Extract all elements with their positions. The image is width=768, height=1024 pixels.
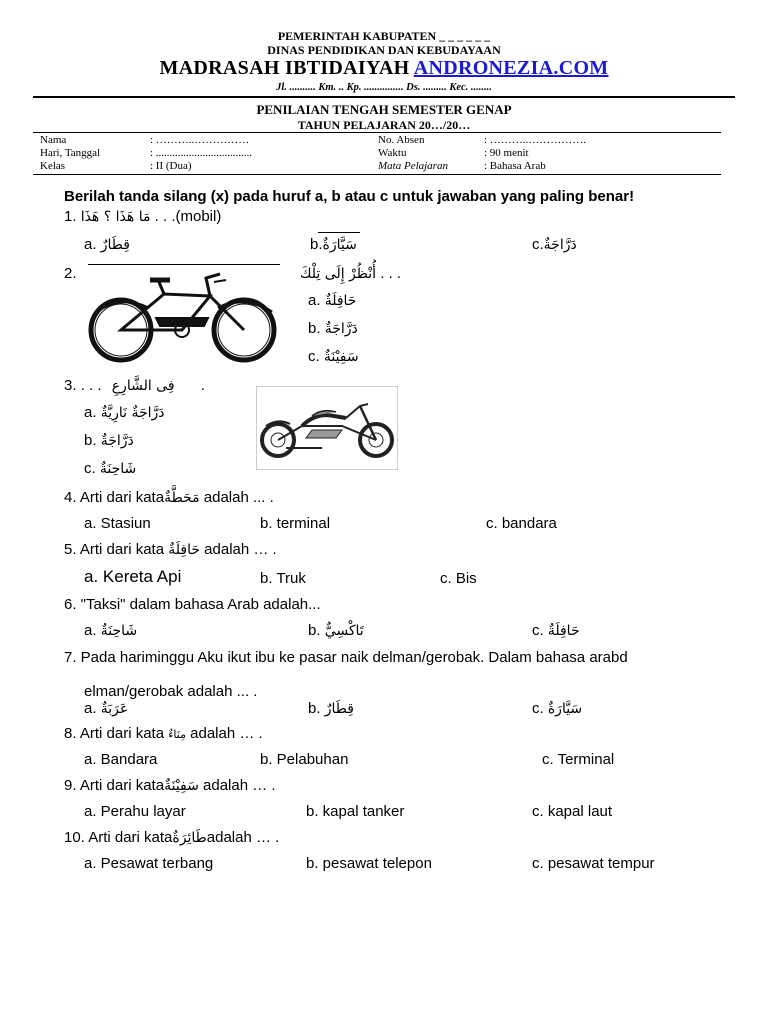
q3-option-c[interactable] (84, 460, 136, 477)
school-name (0, 57, 768, 80)
option-label: c. (532, 622, 544, 639)
q9-option-a[interactable]: a. Perahu layar (84, 803, 186, 820)
question-7-line1: 7. Pada hariminggu Aku ikut ibu ke pasar naik delman/gerobak. Dalam bahasa arabd (64, 649, 628, 666)
kelas-label: Kelas (40, 160, 66, 172)
exam-title: PENILAIAN TENGAH SEMESTER GENAP (256, 102, 512, 117)
question-8 (64, 725, 263, 742)
q9-option-b[interactable]: b. kapal tanker (306, 803, 405, 820)
question-arabic: مَا هَذَا ؟ هَذَا (80, 209, 151, 225)
option-arabic: سَفِيْنَةٌ (323, 349, 359, 365)
question-arabic: فِى الشَّارِعِ (111, 378, 175, 394)
question-2 (300, 265, 401, 282)
info-bottom-line (33, 174, 721, 175)
question-10 (64, 829, 279, 846)
question-suffix: adalah … . (190, 725, 263, 742)
question-9 (64, 777, 276, 794)
question-text: 9. Arti dari kata (64, 777, 165, 794)
q3-option-a[interactable] (84, 404, 165, 421)
q6-option-a[interactable] (84, 622, 137, 639)
q5-option-a[interactable]: a. Kereta Api (84, 567, 182, 586)
question-dots: . . . (80, 377, 102, 394)
option-arabic: حَافِلَةٌ (547, 623, 580, 639)
option-arabic: دَرَّاجَةٌ (324, 321, 358, 337)
waktu-label: Waktu (378, 147, 407, 159)
absen-value[interactable]: : ………..……………. (484, 134, 587, 146)
info-top-line (33, 132, 721, 133)
q8-option-c[interactable]: c. Terminal (542, 751, 615, 768)
question-arabic: أُنْظُرْ إِلَى تِلْكَ (300, 266, 377, 282)
question-end: . (200, 377, 205, 394)
question-arabic: مَحَطَّةٌ (164, 490, 200, 506)
option-label: a. (84, 622, 97, 639)
question-suffix: . . .(mobil) (154, 208, 222, 225)
mapel-value: : Bahasa Arab (484, 160, 546, 172)
q3-option-b[interactable] (84, 432, 134, 449)
question-arabic: مِنَاءٌ (168, 728, 186, 741)
question-text: 8. Arti dari kata (64, 725, 165, 742)
question-suffix: adalah … . (204, 541, 277, 558)
kelas-value: : II (Dua) (150, 160, 192, 172)
question-3 (64, 377, 205, 394)
q5-option-b[interactable]: b. Truk (260, 570, 306, 587)
option-label: b. (310, 236, 323, 253)
option-arabic: حَافِلَةٌ (324, 293, 357, 309)
q6-option-b[interactable] (308, 622, 364, 639)
option-label: b. (308, 320, 321, 337)
option-arabic: سَيَّارَةٌ (322, 237, 357, 253)
school-prefix: MADRASAH IBTIDAIYAH (159, 57, 410, 79)
option-arabic: شَاحِنَةٌ (100, 623, 138, 639)
q10-option-a[interactable]: a. Pesawat terbang (84, 855, 214, 872)
header-line2: DINAS PENDIDIKAN DAN KEBUDAYAAN (267, 43, 501, 57)
question-suffix: adalah … . (203, 777, 276, 794)
option-arabic: دَرَّاجَةٌ (100, 433, 134, 449)
question-text: 4. Arti dari kata (64, 489, 165, 506)
bicycle-image (86, 268, 280, 368)
question-text: 5. Arti dari kata (64, 541, 165, 558)
option-label: a. (84, 700, 97, 717)
option-arabic: شَاحِنَةٌ (99, 461, 137, 477)
question-4 (64, 489, 274, 506)
option-label: b. (308, 700, 321, 717)
q1-option-a[interactable] (84, 236, 130, 253)
q2-blank-line (88, 264, 280, 265)
option-arabic: سَيَّارَةٌ (547, 701, 583, 717)
question-6: 6. "Taksi" dalam bahasa Arab adalah... (64, 596, 321, 613)
option-label: a. (84, 236, 97, 253)
q7-option-b[interactable] (308, 700, 354, 717)
q4-option-b[interactable]: b. terminal (260, 515, 331, 532)
motorcycle-image (256, 386, 398, 470)
q8-option-a[interactable]: a. Bandara (84, 751, 158, 768)
option-label: c. (532, 236, 544, 253)
question-arabic: حَافِلَةٌ (168, 542, 200, 558)
header-divider (33, 96, 735, 98)
mapel-label: Mata Pelajaran (378, 160, 448, 172)
q2-option-b[interactable] (308, 320, 358, 337)
question-1 (64, 208, 221, 225)
hari-value[interactable]: : ................................... (150, 147, 253, 159)
q2-number: 2. (64, 265, 77, 282)
question-suffix: adalah ... . (203, 489, 274, 506)
q1-option-b[interactable] (310, 236, 357, 253)
q2-option-c[interactable] (308, 348, 359, 365)
q7-option-c[interactable] (532, 700, 582, 717)
question-number: 1. (64, 208, 77, 225)
question-dots: . . . (380, 265, 402, 282)
waktu-value: : 90 menit (484, 147, 529, 159)
question-suffix: adalah … . (206, 829, 280, 846)
question-5 (64, 541, 277, 558)
option-arabic: قِطَارٌ (324, 701, 354, 717)
option-label: b. (308, 622, 321, 639)
option-arabic: دَرَّاجَةٌ نَارِيَّةٌ (100, 405, 165, 421)
option-arabic: تَاكْسِيٌّ (324, 623, 364, 639)
absen-label: No. Absen (378, 134, 425, 146)
q7-option-a[interactable] (84, 700, 128, 717)
q6-option-c[interactable] (532, 622, 580, 639)
q10-option-b[interactable]: b. pesawat telepon (306, 855, 432, 872)
q2-option-a[interactable] (308, 292, 356, 309)
question-arabic: سَفِيْنَةٌ (164, 778, 199, 794)
nama-label: Nama (40, 134, 67, 146)
option-arabic: قِطَارٌ (100, 237, 130, 253)
q4-option-a[interactable]: a. Stasiun (84, 515, 151, 532)
option-arabic: دَرَّاجَةٌ (543, 237, 577, 253)
nama-value[interactable]: : ………..…………… (150, 134, 250, 146)
instruction: Berilah tanda silang (x) pada huruf a, b atau c untuk jawaban yang paling benar! (64, 188, 635, 205)
header-line1: PEMERINTAH KABUPATEN _ _ _ _ _ _ (277, 29, 491, 43)
option-label: c. (308, 348, 320, 365)
option-label: c. (532, 700, 544, 717)
school-site-link[interactable]: ANDRONEZIA.COM (413, 57, 609, 79)
q1-option-c[interactable] (532, 236, 577, 253)
exam-year: TAHUN PELAJARAN 20…/20… (297, 118, 471, 132)
q4-option-c[interactable]: c. bandara (486, 515, 557, 532)
school-address: Jl. .......... Km. .. Kp. ............... Ds. ......... Kec. ........ (276, 82, 492, 93)
question-7-line2: elman/gerobak adalah ... . (84, 683, 258, 700)
question-text: 10. Arti dari kata (64, 829, 173, 846)
q10-option-c[interactable]: c. pesawat tempur (532, 855, 655, 872)
q8-option-b[interactable]: b. Pelabuhan (260, 751, 349, 768)
q1-blank-line (318, 232, 360, 233)
option-label: a. (84, 404, 97, 421)
option-label: c. (84, 460, 96, 477)
question-number: 3. (64, 377, 77, 394)
q5-option-c[interactable]: c. Bis (440, 570, 477, 587)
option-arabic: عَرَبَةٌ (100, 701, 129, 717)
question-arabic: طَائِرَةٌ (172, 830, 207, 846)
option-label: b. (84, 432, 97, 449)
q9-option-c[interactable]: c. kapal laut (532, 803, 613, 820)
hari-label: Hari, Tanggal (40, 147, 101, 159)
option-label: a. (308, 292, 321, 309)
